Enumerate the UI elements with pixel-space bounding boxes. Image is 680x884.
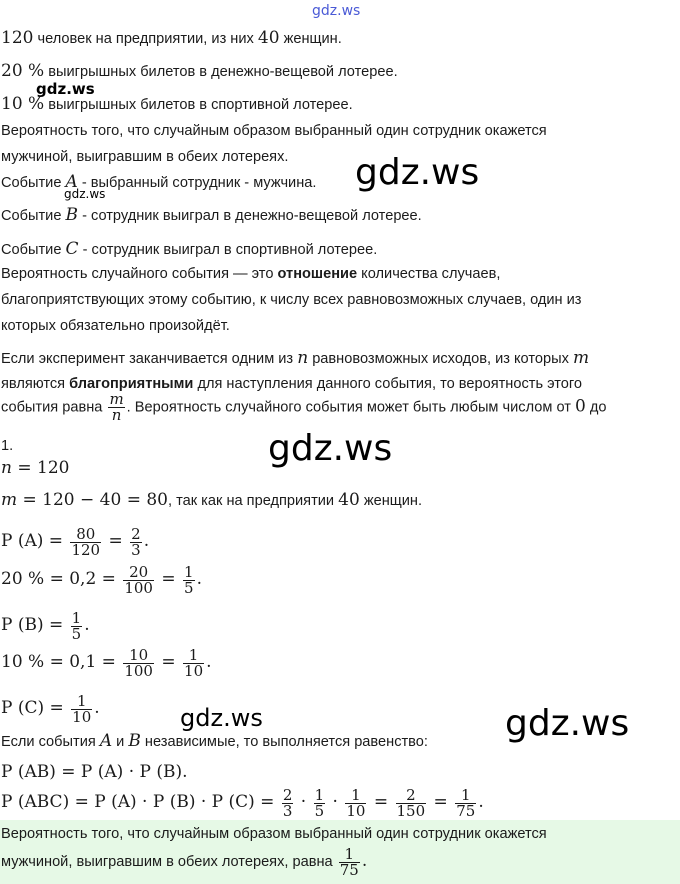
answer-line-1: Вероятность того, что случайным образом выбранный один сотрудник окажется	[1, 826, 547, 842]
line-6: Событие A - выбранный сотрудник - мужчина.	[1, 172, 317, 192]
line-17: m = 120 − 40 = 80, так как на предприятии 40 женщин.	[1, 490, 423, 510]
line-14: события равна $\frac{m}{n}$ . Вероятность случайного события может быть любым числом от 0 до	[1, 390, 607, 424]
fraction: $\frac{1}{10}$	[184, 645, 204, 680]
formula-pab: P (AB) = P (A) · P (B).	[1, 762, 188, 782]
fraction: $\frac{1}{75}$	[456, 785, 476, 820]
answer-line-2: мужчиной, выигравшим в обеих лотереях, равна $\frac{1}{75}$ .	[1, 844, 368, 879]
formula-pa: P (A) = $\frac{80}{120}$ = $\frac{2}{3}$ .	[1, 524, 150, 559]
fraction-m-over-n: $\frac{m}{n}$	[109, 390, 124, 424]
fraction: $\frac{1}{10}$	[72, 691, 92, 726]
line-15: 1.	[1, 438, 14, 454]
fraction: $\frac{1}{5}$	[71, 608, 82, 643]
fraction: $\frac{2}{3}$	[131, 524, 141, 559]
line-12: Если эксперимент заканчивается одним из n равновозможных исходов, из которых m	[1, 348, 590, 368]
watermark-small: gdz.ws	[36, 80, 95, 98]
line-7: Событие B - сотрудник выиграл в денежно-вещевой лотерее.	[1, 205, 422, 225]
fraction-answer: $\frac{1}{75}$	[339, 844, 359, 879]
line-8: Событие C - сотрудник выиграл в спортивной лотерее.	[1, 239, 378, 259]
line-23: Если события A и B независимые, то выполняется равенство:	[1, 731, 428, 751]
fraction: $\frac{20}{100}$	[124, 562, 153, 597]
line-9: Вероятность случайного события — это отношение количества случаев,	[1, 266, 501, 282]
fraction: $\frac{2}{150}$	[396, 785, 426, 820]
formula-10-percent: 10 % = 0,1 = $\frac{10}{100}$ = $\frac{1}{10}$ .	[1, 645, 212, 680]
line-3: 10 % выигрышных билетов в спортивной лотерее.	[1, 94, 353, 114]
line-2: 20 % выигрышных билетов в денежно-вещевой лотерее.	[1, 61, 398, 81]
line-10: благоприятствующих этому событию, к числу всех равновозможных случаев, один из	[1, 292, 582, 308]
line-16: n = 120	[1, 458, 70, 478]
fraction: $\frac{2}{3}$	[282, 785, 293, 820]
fraction: $\frac{1}{5}$	[314, 785, 325, 820]
formula-20-percent: 20 % = 0,2 = $\frac{20}{100}$ = $\frac{1}{5}$ .	[1, 562, 202, 597]
fraction: $\frac{10}{100}$	[124, 645, 153, 680]
watermark-small: gdz.ws	[64, 187, 106, 201]
line-13: являются благоприятными для наступления данного события, то вероятность этого	[1, 376, 582, 392]
watermark-top: gdz.ws	[312, 3, 361, 19]
watermark-big: gdz.ws	[505, 703, 630, 744]
watermark-big: gdz.ws	[355, 152, 480, 193]
formula-pabc: P (ABC) = P (A) · P (B) · P (C) = $\frac{2}{3}$ · $\frac{1}{5}$ · $\frac{1}{10}$ = $\frac{2}{150}$ = $\frac{1}{75}$ .	[1, 785, 484, 820]
line-4: Вероятность того, что случайным образом выбранный один сотрудник окажется	[1, 123, 547, 139]
line-5: мужчиной, выигравшим в обеих лотереях.	[1, 149, 289, 165]
watermark-big: gdz.ws	[268, 428, 393, 469]
watermark-mid: gdz.ws	[180, 704, 263, 732]
fraction: $\frac{80}{120}$	[71, 524, 101, 559]
fraction: $\frac{1}{5}$	[184, 562, 194, 597]
fraction: $\frac{1}{10}$	[346, 785, 366, 820]
formula-pb: P (B) = $\frac{1}{5}$ .	[1, 608, 90, 643]
formula-pc: P (C) = $\frac{1}{10}$ .	[1, 691, 100, 726]
line-11: которых обязательно произойдёт.	[1, 318, 230, 334]
line-1: 120 человек на предприятии, из них 40 женщин.	[1, 28, 342, 48]
